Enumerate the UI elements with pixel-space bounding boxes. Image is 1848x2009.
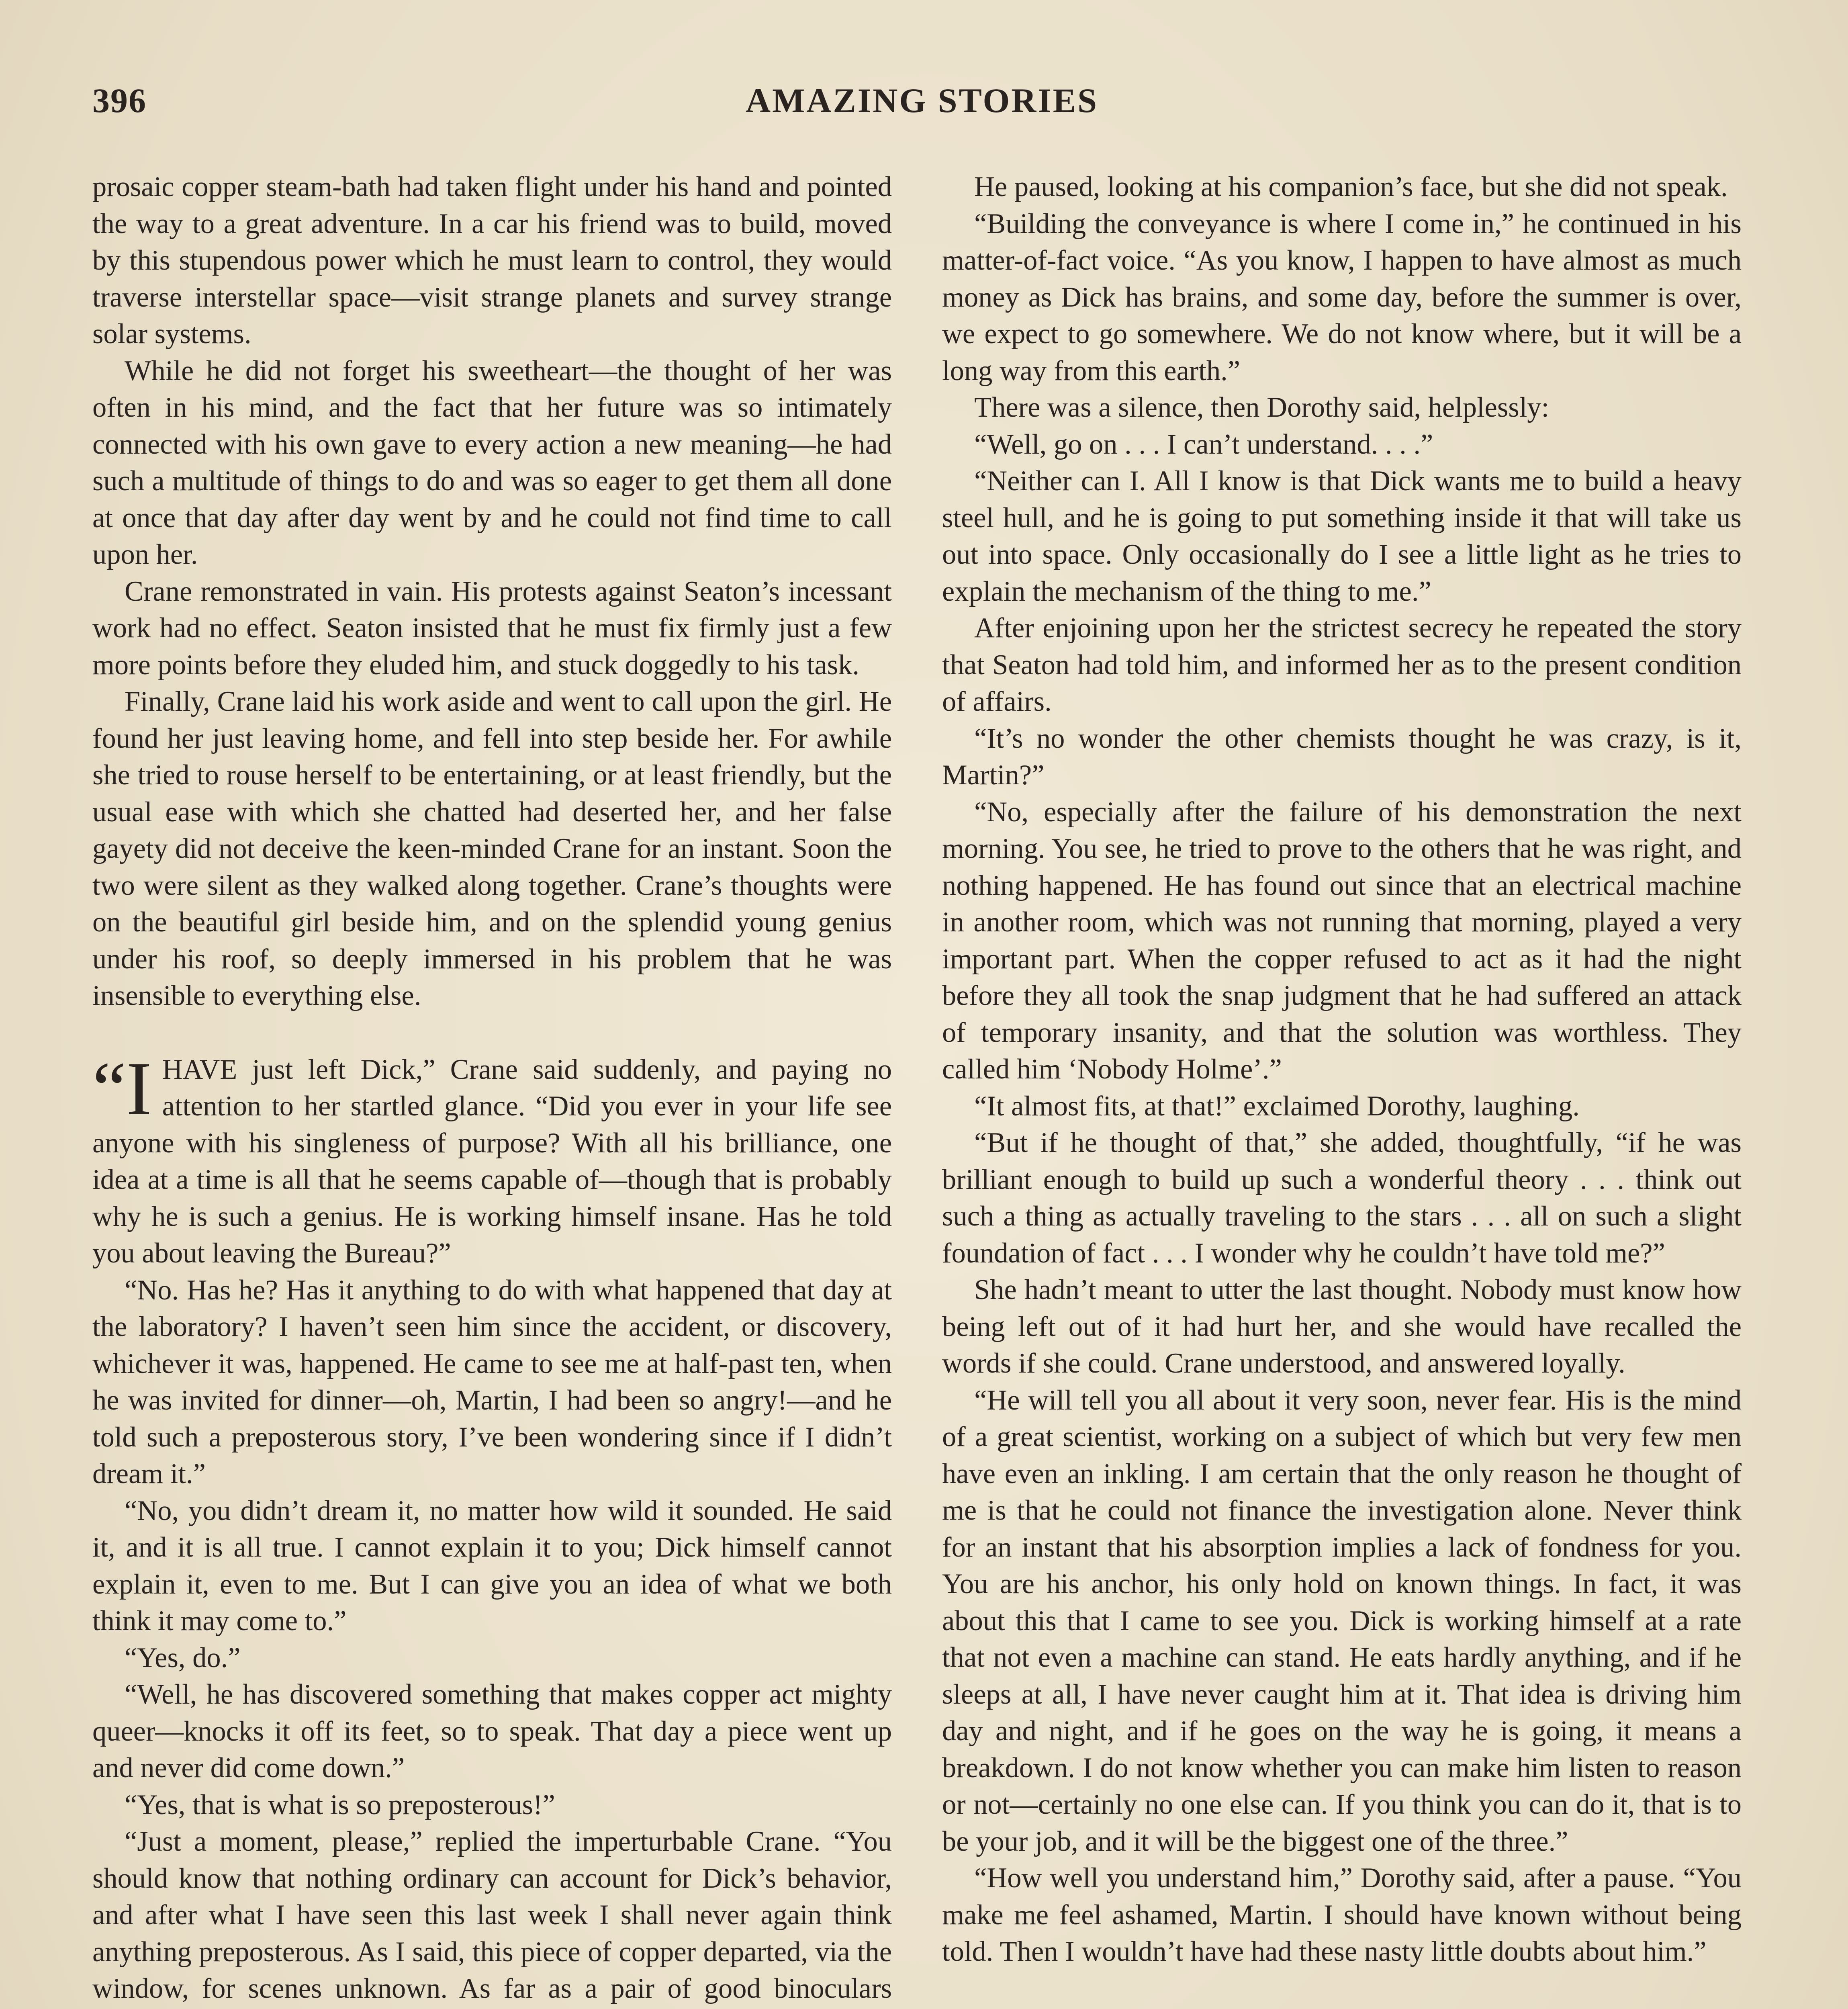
- paragraph: “Just a moment, please,” replied the imperturbable Crane. “You should know that nothing ordinary can account for Dick’s behavior, and after what I have seen this last week I shall never again think anything preposterous. As I said, this piece of copper departed, via the window, for scenes unknown. As far as a pair of good binoculars: [92, 1826, 892, 2004]
- paragraph: While he did not forget his sweetheart—the thought of her was often in his mind, and the fact that her future was so intimately connected with his own gave to every action a new meaning—he had such a multitude of things to do and was so eager to get them all done at once that day after day went by and he could not find time to call upon her.: [92, 355, 892, 570]
- paragraph: He paused, looking at his companion’s face, but she did not speak.: [974, 171, 1728, 203]
- paragraph: “No, you didn’t dream it, no matter how wild it sounded. He said it, and it is all true. I cannot explain it to you; Dick himself cannot explain it, even to me. But I can give you an idea of what we both think it may come to.”: [92, 1495, 892, 1637]
- paragraph: Crane remonstrated in vain. His protests against Seaton’s incessant work had no effect. Seaton insisted that he must fix firmly just a few more points before they eluded him, and stuck doggedly to his task.: [92, 575, 892, 681]
- paragraph: She hadn’t meant to utter the last thought. Nobody must know how being left out of it had hurt her, and she would have recalled the words if she could. Crane understood, and answered loyally.: [942, 1274, 1742, 1379]
- paragraph: “How well you understand him,” Dorothy said, after a pause. “You make me feel ashamed, Martin. I should have known without being told. Then I wouldn’t have had these nasty little doubts about him.”: [942, 1862, 1742, 1967]
- paragraph: “Well, he has discovered something that makes copper act mighty queer—knocks it off its feet, so to speak. That day a piece went up and never did come down.”: [92, 1679, 892, 1784]
- paragraph: After enjoining upon her the strictest secrecy he repeated the story that Seaton had told him, and informed her as to the present condition of affairs.: [942, 612, 1742, 717]
- paragraph: “It almost fits, at that!” exclaimed Dorothy, laughing.: [974, 1090, 1580, 1122]
- paragraph: “He will tell you all about it very soon, never fear. His is the mind of a great scientist, working on a subject of which but very few men have even an inkling. I am certain that the only reason he thought of me is that he could not finance the investigation alone. Never think for an instant that his absorption implies a lack of fondness for you. You are his anchor, his only hold on known things. In fact, it was about this that I came to see you. Dick is working himself at a rate that not even a machine can stand. He eats hardly anything, and if he sleeps at all, I have never caught him at it. That idea is driving him day and night, and if he goes on the way he is going, it means a breakdown. I do not know whether you can make him listen to reason or not—certainly no one else can. If you think you can do it, that is to be your job, and it will be the biggest one of the three.”: [942, 1384, 1742, 1857]
- paragraph: There was a silence, then Dorothy said, helplessly:: [974, 392, 1550, 423]
- paragraph: “Yes, do.”: [125, 1642, 241, 1673]
- section-opening-paragraph: [92, 1046, 892, 1272]
- paragraph: “It’s no wonder the other chemists thought he was crazy, is it, Martin?”: [942, 722, 1742, 791]
- magazine-title: AMAZING STORIES: [745, 81, 1098, 120]
- paragraph: prosaic copper steam-bath had taken flight under his hand and pointed the way to a great adventure. In a car his friend was to build, moved by this stupendous power which he must learn to control, they would traverse interstellar space—visit strange planets and survey strange solar systems.: [92, 171, 892, 350]
- section-opening-text: HAVE just left Dick,” Crane said suddenly, and paying no attention to her startled glance. “Did you ever in your life see anyone with his singleness of purpose? With all his brilliance, one idea at a time is all that he seems capable of—though that is probably why he is such a genius. He is working himself insane. Has he told you about leaving the Bureau?”: [92, 1054, 892, 1269]
- left-column: [92, 169, 892, 2009]
- paragraph: “No. Has he? Has it anything to do with what happened that day at the laboratory? I haven’t seen him since the accident, or discovery, whichever it was, happened. He came to see me at half-past ten, when he was invited for dinner—oh, Martin, I had been so angry!—and he told such a preposterous story, I’ve been wondering since if I didn’t dream it.”: [92, 1274, 892, 1489]
- paragraph: “No, especially after the failure of his demonstration the next morning. You see, he tried to prove to the others that he was right, and nothing happened. He has found out since that an electrical machine in another room, which was not running that morning, played a very important part. When the copper refused to act as it had the night before they all took the snap judgment that he had suffered an attack of temporary insanity, and that the solution was worthless. They called him ‘Nobody Holme’.”: [942, 796, 1742, 1085]
- page-number: 396: [92, 81, 147, 120]
- paragraph: “Building the conveyance is where I come in,” he continued in his matter-of-fact voice. “As you know, I happen to have almost as much money as Dick has brains, and some day, before the summer is over, we expect to go somewhere. We do not know where, but it will be a long way from this earth.”: [942, 208, 1742, 387]
- drop-cap: “I: [92, 1046, 152, 1131]
- paragraph: Finally, Crane laid his work aside and went to call upon the girl. He found her just leaving home, and fell into step beside her. For awhile she tried to rouse herself to be entertaining, or at least friendly, but the usual ease with which she chatted had deserted her, and her false gayety did not deceive the keen-minded Crane for an instant. Soon the two were silent as they walked along together. Crane’s thoughts were on the beautiful girl beside him, and on the splendid young genius under his roof, so deeply immersed in his problem that he was insensible to everything else.: [92, 686, 892, 1011]
- right-column: [942, 169, 1742, 1970]
- paragraph: “Neither can I. All I know is that Dick wants me to build a heavy steel hull, and he is going to put something inside it that will take us out into space. Only occasionally do I see a little light as he tries to explain the mechanism of the thing to me.”: [942, 465, 1742, 607]
- page-header: [92, 72, 1752, 145]
- paragraph: “Well, go on . . . I can’t understand. . . .”: [974, 428, 1433, 460]
- paragraph: “Yes, that is what is so preposterous!”: [125, 1789, 555, 1821]
- paragraph: “But if he thought of that,” she added, thoughtfully, “if he was brilliant enough to build up such a wonderful theory . . . think out such a thing as actually traveling to the stars . . . all on such a slight foundation of fact . . . I wonder why he couldn’t have told me?”: [942, 1127, 1742, 1269]
